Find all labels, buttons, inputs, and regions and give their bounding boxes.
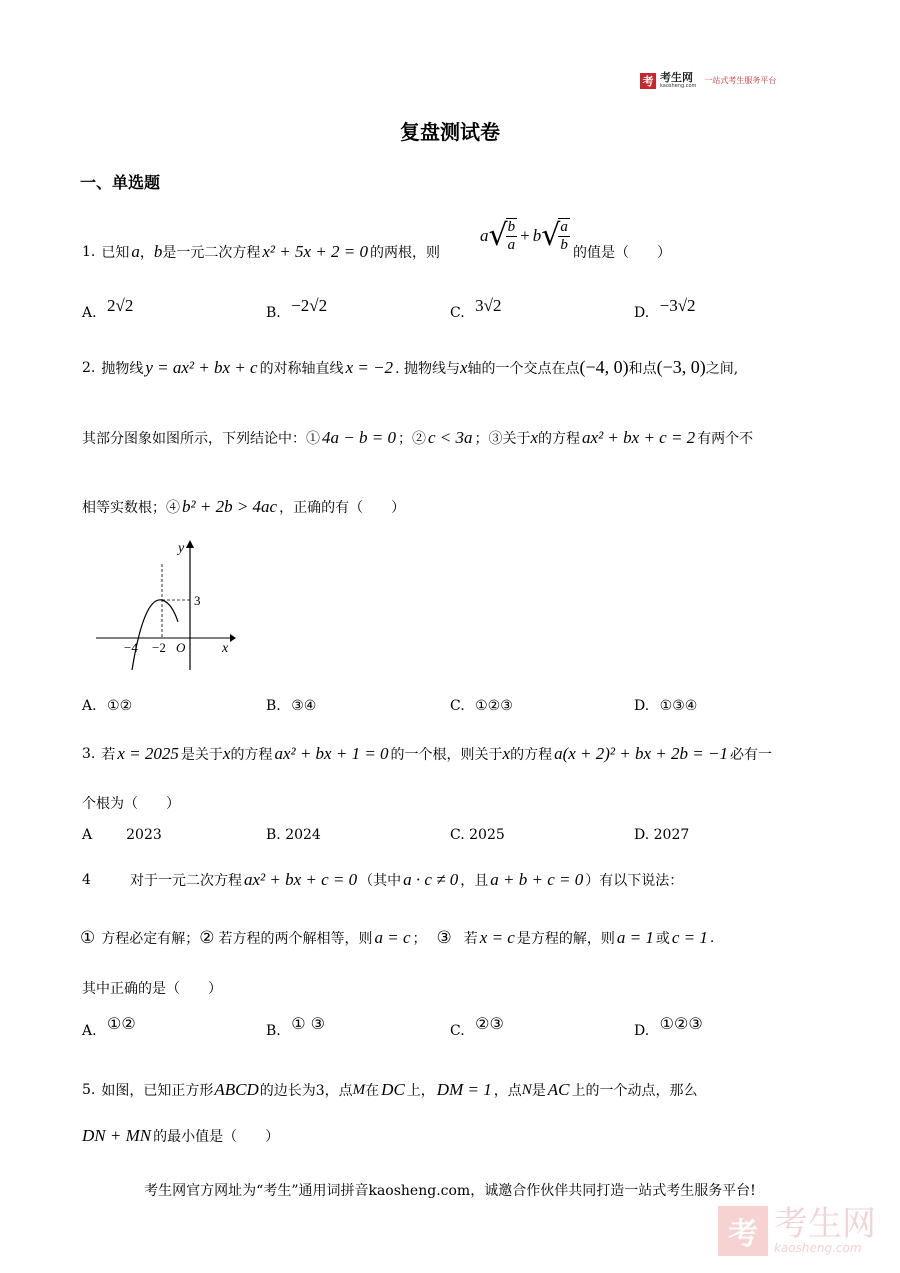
watermark-name: 考生网 bbox=[774, 1204, 876, 1244]
q1-fraction-b-over-a bbox=[506, 218, 518, 254]
option-value: 2027 bbox=[653, 827, 690, 843]
q3-root-eq: x = 2025 bbox=[117, 744, 179, 763]
statement-1-text: 方程必定有解； bbox=[101, 931, 200, 947]
q2-line-1 bbox=[82, 357, 738, 378]
q4-option-c[interactable] bbox=[450, 1014, 504, 1039]
q5-text: 的最小值是（ ） bbox=[153, 1129, 280, 1145]
watermark-domain: kaosheng.com bbox=[774, 1241, 862, 1255]
option-label: C. bbox=[450, 827, 465, 843]
q1-equation: x² + 5x + 2 = 0 bbox=[262, 242, 368, 261]
q2-line-3 bbox=[82, 497, 405, 517]
q2-point-1: (−4, 0) bbox=[579, 357, 629, 377]
q2-text: 相等实数根；④ bbox=[82, 500, 180, 516]
q5-expression: DN + MN bbox=[82, 1126, 152, 1145]
graph-y-label: y bbox=[178, 541, 185, 556]
q4-option-a[interactable] bbox=[82, 1014, 136, 1039]
option-label: D. bbox=[634, 305, 650, 321]
footer-note: 考生网官方网址为“考生”通用词拼音kaosheng.com，诚邀合作伙伴共同打造一站式考生服务平台! bbox=[144, 1183, 756, 1199]
q2-text: 有两个不 bbox=[697, 431, 754, 447]
statement-2-mark: ② bbox=[199, 928, 215, 948]
statement-3-eq-3: c = 1 bbox=[671, 928, 708, 947]
logo-wordmark bbox=[660, 72, 696, 89]
q4-text: 对于一元二次方程 bbox=[130, 873, 242, 889]
q5-segment-dc: DC bbox=[381, 1080, 405, 1099]
q3-var-x: x bbox=[502, 744, 511, 763]
q5-text: 在 bbox=[365, 1083, 380, 1099]
q2-text: 之间, bbox=[705, 360, 739, 377]
q4-equation: ax² + bx + c = 0 bbox=[244, 870, 358, 889]
q2-conclusion-4: b² + 2b > 4ac bbox=[182, 497, 278, 516]
q1-frac1-num: b bbox=[507, 219, 516, 235]
q3-option-d[interactable] bbox=[634, 827, 689, 843]
q3-number: 3. bbox=[82, 746, 96, 762]
statement-2-text: 若方程的两个解相等，则 bbox=[218, 931, 373, 947]
q4-text: ）有以下说法： bbox=[585, 873, 684, 889]
option-value: 2023 bbox=[126, 827, 162, 843]
q3-line-1 bbox=[82, 744, 772, 764]
q5-line-2 bbox=[82, 1126, 279, 1146]
option-value: 2√2 bbox=[107, 296, 134, 315]
q5-point-n: N bbox=[521, 1081, 532, 1098]
option-value: ②③ bbox=[475, 1014, 504, 1033]
graph-tick-minus4: −4 bbox=[124, 640, 138, 655]
q5-text: 是 bbox=[531, 1083, 546, 1099]
q1-frac2-den: b bbox=[560, 237, 568, 253]
q4-option-b[interactable] bbox=[266, 1014, 325, 1039]
q2-var-x: x bbox=[459, 357, 468, 377]
q2-parabola-graph bbox=[94, 536, 244, 676]
q4-text: ，且 bbox=[460, 873, 489, 889]
q5-line-1 bbox=[82, 1080, 697, 1100]
section-heading: 一、单选题 bbox=[80, 173, 161, 192]
q1-text-d: 的值是（ ） bbox=[573, 245, 671, 261]
q1-fraction-a-over-b bbox=[558, 218, 570, 254]
watermark-wordmark bbox=[774, 1204, 876, 1255]
q4-condition-1: a · c ≠ 0 bbox=[403, 870, 459, 889]
q3-text: 是关于 bbox=[180, 747, 223, 763]
q1-comma: ， bbox=[139, 245, 154, 261]
q5-square: ABCD bbox=[214, 1080, 259, 1099]
option-label: D. bbox=[634, 1023, 650, 1039]
statement-2-end: ； bbox=[412, 931, 427, 947]
q4-line-3: 其中正确的是（ ） bbox=[82, 981, 222, 997]
q2-option-c[interactable] bbox=[450, 698, 513, 714]
q3-option-a[interactable] bbox=[82, 827, 162, 843]
option-label: A. bbox=[82, 1023, 97, 1039]
q3-line-2: 个根为（ ） bbox=[82, 796, 180, 812]
q3-text: 的方程 bbox=[510, 747, 553, 763]
q1-frac1-den: a bbox=[507, 237, 516, 253]
graph-tick-minus2: −2 bbox=[152, 640, 166, 655]
option-value: ①③④ bbox=[659, 698, 698, 714]
option-value: 3√2 bbox=[475, 296, 502, 315]
statement-3-mark: ③ bbox=[436, 928, 452, 948]
option-value: ①② bbox=[107, 698, 133, 714]
q2-parabola-eq: y = ax² + bx + c bbox=[145, 357, 258, 377]
x-axis-arrow-icon bbox=[230, 634, 236, 642]
q5-text: 的边长为3，点 bbox=[259, 1083, 353, 1099]
option-value: ① ③ bbox=[291, 1014, 325, 1033]
parabola-curve bbox=[132, 600, 178, 670]
option-label: C. bbox=[450, 305, 465, 321]
statement-3-text: 若 bbox=[463, 931, 478, 947]
q3-text: 的方程 bbox=[230, 747, 273, 763]
q1-coef-a: a bbox=[480, 226, 489, 245]
q2-text: ；③关于 bbox=[474, 431, 531, 447]
q1-option-d[interactable] bbox=[634, 296, 696, 321]
option-label: B. bbox=[266, 1023, 281, 1039]
option-label: A. bbox=[82, 305, 97, 321]
logo-domain: kaosheng.com bbox=[660, 83, 697, 89]
statement-3-end: . bbox=[709, 930, 715, 946]
radical-sign-icon: √ bbox=[541, 218, 561, 253]
statement-3-or: 或 bbox=[655, 931, 670, 947]
graph-origin-label: O bbox=[176, 640, 186, 655]
q5-segment-ac: AC bbox=[547, 1080, 570, 1099]
q2-text: 轴的一个交点在点 bbox=[467, 360, 580, 377]
graph-x-label: x bbox=[222, 641, 229, 656]
q2-text: 的方程 bbox=[538, 431, 581, 447]
option-value: ③④ bbox=[291, 698, 317, 714]
q4-statements bbox=[80, 928, 714, 948]
q2-text: . 抛物线与 bbox=[395, 360, 460, 377]
q5-number: 5. bbox=[82, 1082, 96, 1098]
option-value: ①② bbox=[107, 1014, 136, 1033]
q2-text: ，正确的有（ ） bbox=[279, 500, 406, 516]
q3-text: 必有一 bbox=[729, 747, 772, 763]
q5-text: ，点 bbox=[493, 1083, 522, 1099]
option-label: C. bbox=[450, 1023, 465, 1039]
option-label: C. bbox=[450, 698, 465, 714]
q1-option-b[interactable] bbox=[266, 296, 328, 321]
q3-equation-1: ax² + bx + 1 = 0 bbox=[274, 744, 389, 763]
q1-option-c[interactable] bbox=[450, 296, 502, 321]
q2-conclusion-1: 4a − b = 0 bbox=[322, 428, 396, 447]
statement-3-eq-2: a = 1 bbox=[616, 928, 654, 947]
q3-var-x: x bbox=[222, 744, 231, 763]
option-label: D. bbox=[634, 698, 650, 714]
option-label: A. bbox=[82, 698, 97, 714]
q1-text-b: 是一元二次方程 bbox=[162, 245, 261, 261]
statement-3-eq: x = c bbox=[479, 928, 515, 947]
q2-var-x: x bbox=[530, 428, 539, 447]
q1-number: 1. bbox=[82, 244, 96, 260]
q1-radical-expression bbox=[480, 212, 570, 260]
q4-line-1 bbox=[82, 870, 683, 890]
q2-text: 其部分图象如图所示，下列结论中：① bbox=[82, 431, 320, 447]
q2-text: ；② bbox=[397, 431, 426, 447]
option-value: ①②③ bbox=[659, 1014, 703, 1033]
header-logo[interactable] bbox=[640, 72, 776, 89]
q1-var-b: b bbox=[153, 242, 163, 261]
q4-number: 4 bbox=[82, 872, 91, 888]
graph-tick-3: 3 bbox=[194, 593, 201, 608]
watermark-icon: 考 bbox=[718, 1206, 768, 1256]
option-label: B. bbox=[266, 305, 281, 321]
q1-text-c: 的两根，则 bbox=[369, 245, 440, 261]
q2-conclusion-3: ax² + bx + c = 2 bbox=[582, 428, 696, 447]
q1-plus: + bbox=[520, 226, 530, 245]
q1-text-line bbox=[82, 242, 440, 262]
q2-point-2: (−3, 0) bbox=[656, 357, 706, 377]
y-axis-arrow-icon bbox=[186, 540, 194, 548]
q2-option-d[interactable] bbox=[634, 698, 697, 714]
option-value: −2√2 bbox=[291, 296, 328, 315]
q2-line-2 bbox=[82, 428, 753, 448]
option-label: B. bbox=[266, 698, 281, 714]
q3-text: 的一个根，则关于 bbox=[390, 747, 503, 763]
q2-conclusion-2: c < 3a bbox=[427, 428, 473, 447]
logo-slogan: 一站式考生服务平台 bbox=[704, 76, 777, 85]
q3-option-b[interactable] bbox=[266, 827, 321, 843]
q5-text: 上的一个动点，那么 bbox=[571, 1083, 698, 1099]
q1-coef-b: b bbox=[532, 226, 542, 245]
statement-3-text-2: 是方程的解，则 bbox=[516, 931, 615, 947]
q1-text-a: 已知 bbox=[101, 245, 130, 261]
q1-frac2-num: a bbox=[560, 219, 568, 235]
q5-point-m: M bbox=[352, 1081, 366, 1098]
option-label: A bbox=[82, 827, 93, 843]
q5-text: 上， bbox=[406, 1083, 435, 1099]
option-value: ①②③ bbox=[475, 698, 513, 714]
q2-option-b[interactable] bbox=[266, 698, 316, 714]
radical-sign-icon: √ bbox=[488, 218, 508, 253]
watermark-logo bbox=[718, 1206, 876, 1256]
q2-option-a[interactable] bbox=[82, 698, 132, 714]
page-title: 复盘测试卷 bbox=[400, 120, 500, 144]
option-value: −3√2 bbox=[659, 296, 696, 315]
q4-condition-2: a + b + c = 0 bbox=[490, 870, 584, 889]
logo-icon: 考 bbox=[640, 73, 656, 89]
q2-text: 抛物线 bbox=[101, 360, 144, 377]
q3-equation-2: a(x + 2)² + bx + 2b = −1 bbox=[554, 744, 728, 763]
statement-2-eq: a = c bbox=[374, 928, 411, 947]
q4-option-d[interactable] bbox=[634, 1014, 703, 1039]
q3-option-c[interactable] bbox=[450, 827, 505, 843]
q2-axis-eq: x = −2 bbox=[345, 357, 394, 377]
option-label: D. bbox=[634, 827, 650, 843]
q1-option-a[interactable] bbox=[82, 296, 134, 321]
option-value: 2024 bbox=[285, 827, 321, 843]
logo-name: 考生网 bbox=[660, 71, 693, 84]
statement-1-mark: ① bbox=[80, 928, 96, 948]
q2-text: 的对称轴直线 bbox=[259, 360, 344, 377]
q5-text: 如图，已知正方形 bbox=[101, 1083, 214, 1099]
q4-text: （其中 bbox=[359, 873, 402, 889]
q2-text: 和点 bbox=[628, 360, 657, 377]
option-value: 2025 bbox=[469, 827, 505, 843]
q3-text: 若 bbox=[101, 747, 116, 763]
option-label: B. bbox=[266, 827, 281, 843]
q5-dm-eq: DM = 1 bbox=[436, 1080, 492, 1099]
q2-number: 2. bbox=[82, 359, 96, 376]
q1-var-a: a bbox=[131, 242, 140, 261]
